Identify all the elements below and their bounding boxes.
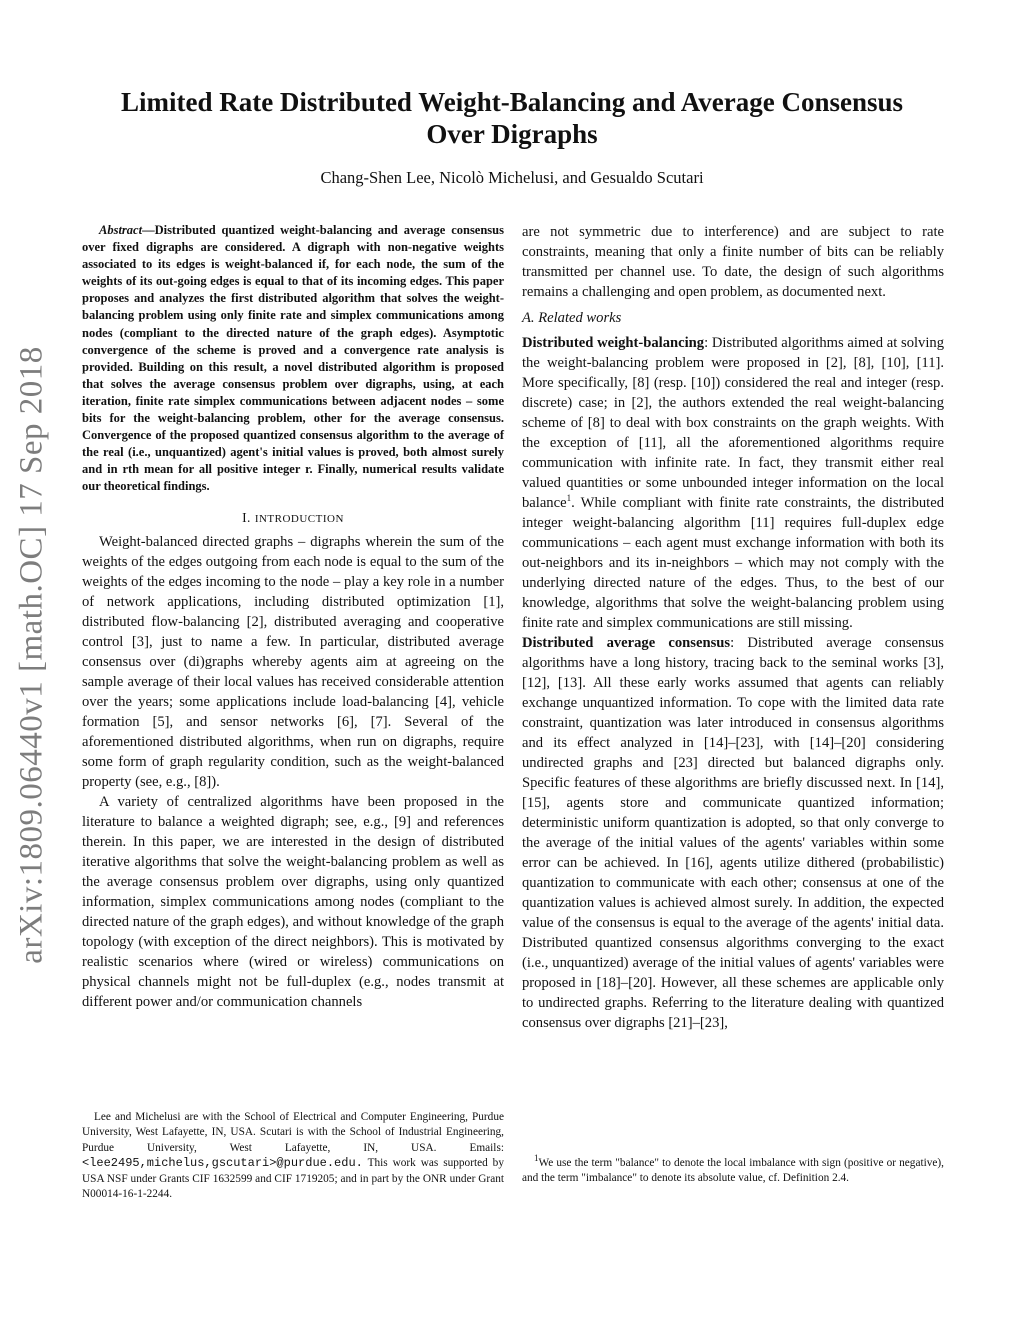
average-consensus-paragraph [522, 633, 944, 1033]
section-number: I. [242, 509, 255, 525]
intro-paragraph-2-continued: are not symmetric due to interference) and are subject to rate constraints, meaning that only a finite number of bits can be reliably transmitted per channel use. To date, the design of such algorithms remains a challenging and open problem, as documented next. [522, 224, 944, 300]
affiliation-footnote [82, 1110, 504, 1202]
weight-balancing-heading: Distributed weight-balancing [522, 335, 705, 351]
author-emails: <lee2495,michelus,gscutari>@purdue.edu. [82, 1156, 363, 1171]
right-column [522, 222, 944, 1033]
balance-footnote-text: We use the term "balance" to denote the local imbalance with sign (positive or negative), and the term "imbalance" to denote its absolute value, cf. Definition 2.4. [522, 1157, 944, 1185]
section-heading-introduction [82, 510, 504, 526]
average-consensus-heading: Distributed average consensus [522, 635, 731, 651]
intro-paragraph-1: Weight-balanced directed graphs – digraphs wherein the sum of the weights of the edges outgoing from each node is equal to the sum of the weights of the edges incoming to the node – play a key role in a number of network applications, including distributed optimization [1], distributed flow-balancing [2], distributed averaging and cooperative control [3], just to name a few. In particular, distributed average consensus over (di)graphs whereby agents aim at agreeing on the sample average of their local values has received considerable attention over the years; some applications include load-balancing [4], vehicle formation [5], and sensor networks [6], [7]. Several of the aforementioned distributed algorithms, when run on digraphs, require some form of graph regularity condition, such as the weight-balanced property (see, e.g., [8]). [82, 533, 504, 790]
intro-paragraph-2: A variety of centralized algorithms have been proposed in the literature to balance a weighted digraph; see, e.g., [9] and references therein. In this paper, we are interested in the design of distributed iterative algorithms that solve the weight-balancing problem as well as the average consensus problem over digraphs, using only quantized information, simplex communications among nodes (compliant to the directed nature of the graph edges), and without knowledge of the graph topology (with exception of the direct neighbors). This is motivated by realistic scenarios where (wired or wireless) communications on physical channels might not be full-duplex (e.g., nodes transmit at different power and/or communication channels [82, 793, 504, 1010]
balance-footnote [522, 1153, 944, 1187]
left-column [82, 222, 504, 1012]
weight-balancing-paragraph [522, 333, 944, 633]
abstract-label: Abstract [99, 223, 143, 237]
weight-balancing-text-continued: . While compliant with finite rate constraints, the distributed integer weight-balancing algorithm [11] requires full-duplex edge communications – each agent must exchange information with both its out-neighbors and its in-neighbors – which may not comply with the underlying directed nature of the edges. Thus, to the best of our knowledge, algorithms that solve the weight-balancing problem using finite rate and simplex communications are still missing. [522, 495, 944, 631]
subsection-heading-related-works: A. Related works [522, 310, 622, 326]
abstract [82, 222, 504, 496]
footnote-marker: 1 [566, 493, 572, 504]
abstract-text: —Distributed quantized weight-balancing and average consensus over fixed digraphs are considered. A digraph with non-negative weights associated to its edges is weight-balanced if, for each node, the sum of the weights of its out-going edges is equal to that of its incoming edges. This paper proposes and analyzes the first distributed algorithm that solves the weight-balancing problem using only finite rate and simplex communications among nodes (compliant to the directed nature of the graph edges). Asymptotic convergence of the scheme is proved and a convergence rate analysis is provided. Building on this result, a novel distributed algorithm is proposed that solves the average consensus problem over digraphs, using, at each iteration, finite rate simplex communications between adjacent nodes – some bits for the weight-balancing problem, other for the average consensus. Convergence of the proposed quantized consensus algorithm to the average of the real (i.e., unquantized) agent's initial values is proved, both almost surely and in rth mean for all positive integer r. Finally, numerical results validate our theoretical findings. [82, 223, 504, 494]
title-line-2: Over Digraphs [426, 119, 598, 149]
funding-text: This work was supported by USA NSF under Grants CIF 1632599 and CIF 1719205; and in part by the ONR under Grant N00014-16-1-2244. [82, 1157, 504, 1201]
title-line-1: Limited Rate Distributed Weight-Balancing and Average Consensus [120, 87, 904, 117]
paper-title [80, 86, 944, 150]
footnote-number: 1 [534, 1153, 539, 1164]
section-title: INTRODUCTION [254, 512, 344, 525]
author-list: Chang-Shen Lee, Nicolò Michelusi, and Gesualdo Scutari [320, 168, 704, 187]
weight-balancing-text: : Distributed algorithms aimed at solving the weight-balancing problem were proposed in [2], [8], [10], [11]. More specifically, [8] (resp. [10]) considered the real and integer (resp. discrete) case; in [2], the authors extended the real weight-balancing scheme of [8] to deal with box constraints on the graph weights. With the exception of [11], all the aforementioned algorithms require communication with infinite rate. In fact, they transmit either real valued quantities or some unbounded integer information on the local balance [522, 335, 944, 511]
arxiv-id-text: arXiv:1809.06440v1 [math.OC] 17 Sep 2018 [13, 346, 50, 964]
affiliation-text: Lee and Michelusi are with the School of Electrical and Computer Engineering, Purdue University, West Lafayette, IN, USA. Scutari is with the School of Industrial Engineering, Purdue University, West Lafayette, IN, USA. Emails: [82, 1111, 504, 1154]
arxiv-identifier-stamp [10, 320, 54, 990]
average-consensus-text: : Distributed average consensus algorithms have a long history, tracing back to the seminal works [3], [12], [13]. All these early works assumed that agents can reliably exchange unquantized information. To cope with the limited data rate constraint, quantization was later introduced in consensus algorithms and its effect analyzed in [14]–[23], with [14]–[20] considering undirected graphs and [23] directed but balanced digraphs only. Specific features of these algorithms are briefly discussed next. In [14], [15], agents store and communicate quantized information; deterministic uniform quantization is adopted, so that only converge to the average of the initial values of the agents' variables within some error can be achieved. In [16], agents utilize dithered (probabilistic) quantization to communicate with each other; consensus at one of the quantization values is achieved almost surely. In addition, the expected value of the consensus is equal to the average of the agents' initial data. Distributed quantized consensus algorithms converging to the exact (i.e., unquantized) average of the initial values of agents' variables were proposed in [18]–[20]. However, all these schemes are applicable only to undirected graphs. Referring to the literature dealing with quantized consensus over digraphs [21]–[23], [522, 635, 944, 1031]
